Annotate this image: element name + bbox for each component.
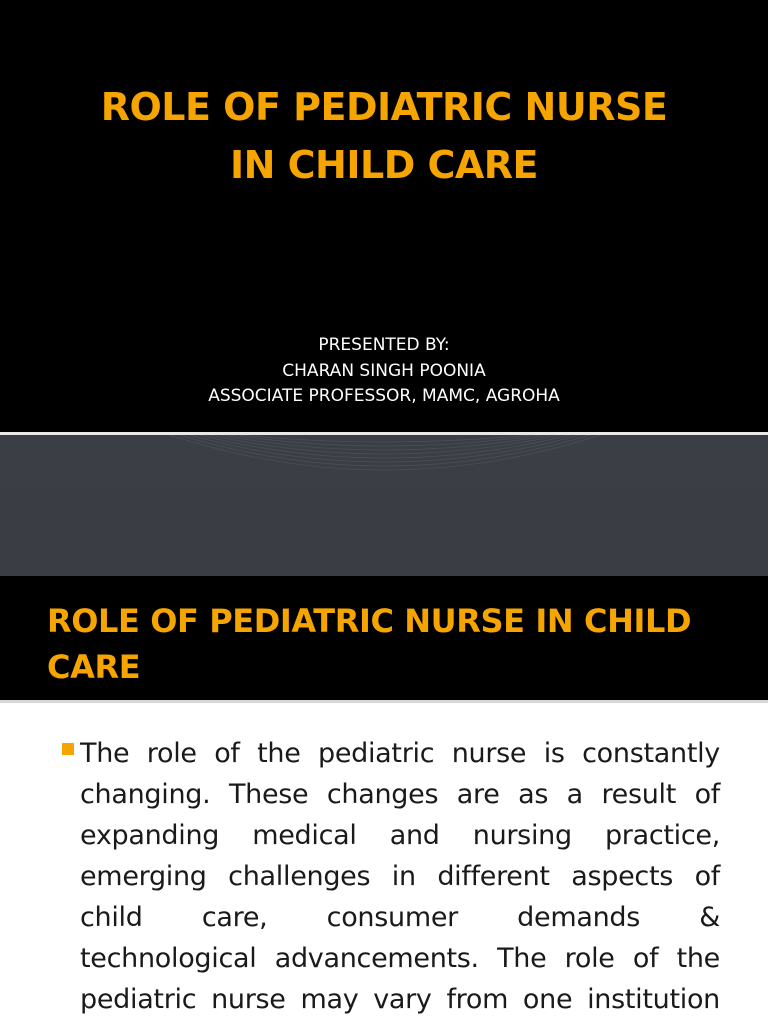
square-bullet-icon	[62, 743, 74, 755]
bullet-paragraph	[80, 733, 720, 1020]
presenter-label: PRESENTED BY:	[318, 335, 450, 355]
title-line: CARE	[47, 648, 141, 686]
paragraph-line: expanding medical and nursing practice,	[80, 820, 720, 851]
title-slide-footer-band	[0, 432, 768, 576]
content-slide-title	[47, 598, 747, 690]
paragraph-line: emerging challenges in different aspects of	[80, 861, 720, 892]
title-slide-heading	[0, 78, 768, 194]
title-line: ROLE OF PEDIATRIC NURSE IN CHILD	[47, 602, 692, 640]
title-slide	[0, 0, 768, 432]
content-slide-header	[0, 576, 768, 700]
paragraph-line: technological advancements. The role of the	[80, 943, 720, 974]
content-slide	[0, 576, 768, 1024]
title-line: IN CHILD CARE	[229, 143, 538, 187]
presenter-name: CHARAN SINGH POONIA	[282, 360, 486, 381]
paragraph-line: child care, consumer demands &	[80, 902, 720, 933]
presenter-block	[0, 333, 768, 410]
header-divider	[0, 700, 768, 703]
decorative-curve-pattern	[0, 435, 768, 576]
paragraph-line: changing. These changes are as a result of	[80, 779, 720, 810]
presenter-affiliation: ASSOCIATE PROFESSOR, MAMC, AGROHA	[208, 386, 560, 406]
paragraph-line: pediatric nurse may vary from one institution	[80, 984, 720, 1015]
paragraph-line: The role of the pediatric nurse is constantly	[80, 738, 720, 769]
title-line: ROLE OF PEDIATRIC NURSE	[100, 85, 668, 129]
